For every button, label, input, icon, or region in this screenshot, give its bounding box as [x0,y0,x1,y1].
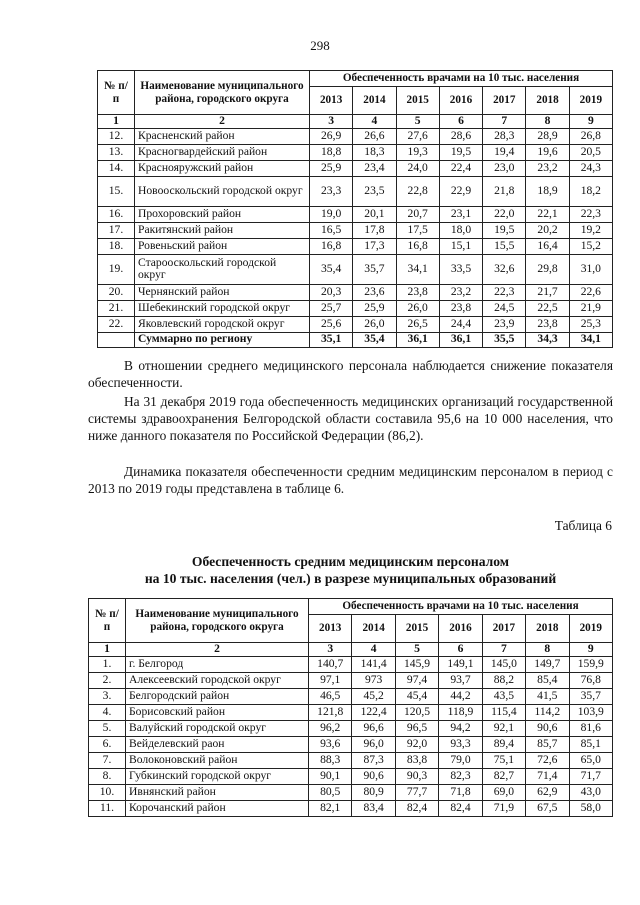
row-value: 28,9 [526,128,569,144]
table-row [89,704,613,720]
row-value: 19,5 [439,144,482,160]
row-name: Шебекинский городской округ [135,300,310,316]
nursing-staff-table [88,598,613,817]
row-value: 23,8 [526,316,569,332]
row-value: 145,0 [482,656,525,672]
row-value: 23,4 [353,160,396,176]
row-value: 35,7 [569,688,612,704]
row-value: 20,5 [569,144,612,160]
row-value: 20,1 [353,206,396,222]
table-title-line-1: Обеспеченность средним медицинским персоналом [191,554,510,569]
physicians-table [97,70,613,348]
col-num-header: № п/п [98,71,135,115]
row-value: 87,3 [352,752,395,768]
row-value: 71,8 [439,784,482,800]
row-value: 29,8 [526,254,569,284]
row-value: 149,1 [439,656,482,672]
row-name: Красненский район [135,128,310,144]
row-value: 23,0 [483,160,526,176]
table-row [89,768,613,784]
row-value: 140,7 [309,656,352,672]
row-value: 71,4 [526,768,569,784]
row-value: 25,7 [310,300,353,316]
year-header-2017: 2017 [482,615,525,643]
row-number: 15. [98,176,135,206]
row-value: 25,6 [310,316,353,332]
row-value: 90,6 [526,720,569,736]
row-value: 16,5 [310,222,353,238]
row-value: 93,7 [439,672,482,688]
row-value: 19,2 [569,222,612,238]
row-value: 122,4 [352,704,395,720]
table-title [88,553,613,587]
row-name: Красногвардейский район [135,144,310,160]
row-value: 35,7 [353,254,396,284]
row-value: 17,3 [353,238,396,254]
row-number: 11. [89,800,126,816]
row-value: 96,2 [309,720,352,736]
total-label: Суммарно по региону [135,332,310,347]
row-value: 82,1 [309,800,352,816]
row-name: Алексеевский городской округ [126,672,309,688]
row-value: 149,7 [526,656,569,672]
table-title-line-2: на 10 тыс. населения (чел.) в разрезе муниципальных образований [144,571,557,586]
table-caption: Таблица 6 [554,518,612,533]
row-value: 118,9 [439,704,482,720]
row-name: Борисовский район [126,704,309,720]
row-value: 93,3 [439,736,482,752]
row-value: 121,8 [309,704,352,720]
row-name: Ивнянский район [126,784,309,800]
row-value: 27,6 [396,128,439,144]
index-cell: 2 [135,115,310,129]
row-value: 24,5 [483,300,526,316]
row-value: 23,8 [396,284,439,300]
row-name: Краснояружский район [135,160,310,176]
table-row [89,752,613,768]
row-value: 24,4 [439,316,482,332]
row-value: 33,5 [439,254,482,284]
index-cell: 6 [439,643,482,657]
total-value: 35,5 [483,332,526,347]
col-name-header: Наименование муниципального района, городского округа [126,599,309,643]
row-value: 23,6 [353,284,396,300]
table-row [98,300,613,316]
table-row [98,254,613,284]
row-value: 20,2 [526,222,569,238]
row-value: 26,5 [396,316,439,332]
index-cell: 7 [482,643,525,657]
row-value: 103,9 [569,704,612,720]
row-name: Прохоровский район [135,206,310,222]
row-value: 18,8 [310,144,353,160]
row-value: 22,8 [396,176,439,206]
row-number: 8. [89,768,126,784]
row-name: Корочанский район [126,800,309,816]
index-cell: 9 [569,115,612,129]
row-number: 19. [98,254,135,284]
row-number: 7. [89,752,126,768]
row-value: 22,9 [439,176,482,206]
row-value: 20,3 [310,284,353,300]
row-value: 28,6 [439,128,482,144]
row-value: 67,5 [526,800,569,816]
row-value: 43,5 [482,688,525,704]
row-value: 96,5 [395,720,438,736]
row-value: 23,5 [353,176,396,206]
table-row [89,720,613,736]
paragraph-3: Динамика показателя обеспеченности средним медицинским персоналом в период с 2013 по 2019 годы представлена в таблице 6. [88,464,613,497]
table-row [89,672,613,688]
row-name: Яковлевский городской округ [135,316,310,332]
row-value: 23,2 [439,284,482,300]
row-value: 145,9 [395,656,438,672]
row-value: 25,3 [569,316,612,332]
row-value: 77,7 [395,784,438,800]
row-name: Ракитянский район [135,222,310,238]
row-value: 159,9 [569,656,612,672]
row-value: 97,1 [309,672,352,688]
row-value: 82,4 [439,800,482,816]
index-cell: 3 [310,115,353,129]
row-value: 26,0 [396,300,439,316]
index-cell: 2 [126,643,309,657]
row-value: 34,1 [396,254,439,284]
col-name-header: Наименование муниципального района, городского округа [135,71,310,115]
table-row [98,284,613,300]
row-value: 44,2 [439,688,482,704]
row-number: 14. [98,160,135,176]
row-value: 19,4 [483,144,526,160]
year-header-2019: 2019 [569,87,612,115]
year-header-2014: 2014 [352,615,395,643]
row-value: 72,6 [526,752,569,768]
row-value: 19,5 [483,222,526,238]
row-value: 82,3 [439,768,482,784]
row-value: 94,2 [439,720,482,736]
row-value: 93,6 [309,736,352,752]
table-row [98,176,613,206]
row-value: 15,5 [483,238,526,254]
row-number: 3. [89,688,126,704]
table-row [89,784,613,800]
row-value: 22,5 [526,300,569,316]
row-number: 17. [98,222,135,238]
total-value: 34,1 [569,332,612,347]
row-value: 25,9 [353,300,396,316]
row-value: 26,6 [353,128,396,144]
row-value: 17,5 [396,222,439,238]
row-number: 2. [89,672,126,688]
total-value: 36,1 [396,332,439,347]
year-header-2015: 2015 [395,615,438,643]
row-value: 26,0 [353,316,396,332]
row-value: 71,9 [482,800,525,816]
index-cell: 8 [526,115,569,129]
row-value: 79,0 [439,752,482,768]
index-cell: 1 [89,643,126,657]
row-value: 81,6 [569,720,612,736]
row-name: Старооскольский городской округ [135,254,310,284]
row-number: 4. [89,704,126,720]
paragraph-1: В отношении среднего медицинского персонала наблюдается снижение показателя обеспеченности. [88,358,613,391]
row-number: 21. [98,300,135,316]
row-number: 12. [98,128,135,144]
row-value: 22,0 [483,206,526,222]
row-value: 115,4 [482,704,525,720]
index-cell: 3 [309,643,352,657]
row-name: Губкинский городской округ [126,768,309,784]
row-value: 114,2 [526,704,569,720]
row-number: 5. [89,720,126,736]
row-value: 85,1 [569,736,612,752]
row-value: 19,6 [526,144,569,160]
row-value: 89,4 [482,736,525,752]
row-value: 23,1 [439,206,482,222]
row-value: 22,1 [526,206,569,222]
row-value: 90,3 [395,768,438,784]
row-value: 18,3 [353,144,396,160]
row-value: 21,7 [526,284,569,300]
index-cell: 4 [352,643,395,657]
row-value: 23,9 [483,316,526,332]
row-name: Валуйский городской округ [126,720,309,736]
year-header-2019: 2019 [569,615,612,643]
index-row [98,115,613,129]
row-value: 22,3 [569,206,612,222]
row-value: 80,9 [352,784,395,800]
row-value: 75,1 [482,752,525,768]
col-num-header: № п/п [89,599,126,643]
row-value: 88,3 [309,752,352,768]
table-row [98,160,613,176]
row-value: 21,8 [483,176,526,206]
row-value: 92,0 [395,736,438,752]
year-header-2017: 2017 [483,87,526,115]
total-value: 36,1 [439,332,482,347]
row-value: 973 [352,672,395,688]
row-value: 24,0 [396,160,439,176]
row-value: 62,9 [526,784,569,800]
row-value: 32,6 [483,254,526,284]
row-value: 17,8 [353,222,396,238]
row-name: Ровеньский район [135,238,310,254]
table-row [98,316,613,332]
row-value: 22,3 [483,284,526,300]
table-row [98,206,613,222]
row-number: 18. [98,238,135,254]
row-name: г. Белгород [126,656,309,672]
index-cell: 4 [353,115,396,129]
row-value: 65,0 [569,752,612,768]
row-value: 83,8 [395,752,438,768]
row-value: 19,0 [310,206,353,222]
row-value: 96,6 [352,720,395,736]
row-value: 69,0 [482,784,525,800]
page-number: 298 [310,38,330,53]
row-value: 76,8 [569,672,612,688]
index-cell: 5 [395,643,438,657]
total-row [98,332,613,347]
index-cell: 5 [396,115,439,129]
row-number: 20. [98,284,135,300]
row-number: 1. [89,656,126,672]
row-number: 16. [98,206,135,222]
row-value: 58,0 [569,800,612,816]
row-name: Новооскольский городской округ [135,176,310,206]
row-value: 18,0 [439,222,482,238]
row-name: Вейделевский раон [126,736,309,752]
row-value: 31,0 [569,254,612,284]
row-value: 15,1 [439,238,482,254]
table-row [98,238,613,254]
index-cell: 8 [526,643,569,657]
table-row [89,800,613,816]
index-cell: 1 [98,115,135,129]
row-value: 43,0 [569,784,612,800]
row-value: 92,1 [482,720,525,736]
index-row [89,643,613,657]
paragraph-2: На 31 декабря 2019 года обеспеченность медицинских организаций государственной системы здравоохранения Белгородской области составила 95,6 на 10 000 населения, что ниже данного показателя по Российской Федерации (86,2). [88,394,613,444]
row-value: 46,5 [309,688,352,704]
row-value: 80,5 [309,784,352,800]
row-value: 16,8 [396,238,439,254]
year-header-2016: 2016 [439,87,482,115]
col-group-header: Обеспеченность врачами на 10 тыс. населения [309,599,613,615]
year-header-2013: 2013 [309,615,352,643]
row-value: 20,7 [396,206,439,222]
row-value: 120,5 [395,704,438,720]
row-value: 97,4 [395,672,438,688]
row-value: 23,3 [310,176,353,206]
row-value: 82,7 [482,768,525,784]
year-header-2018: 2018 [526,615,569,643]
table-row [89,736,613,752]
row-value: 28,3 [483,128,526,144]
year-header-2014: 2014 [353,87,396,115]
row-value: 88,2 [482,672,525,688]
row-value: 45,4 [395,688,438,704]
row-name: Чернянский район [135,284,310,300]
row-value: 16,4 [526,238,569,254]
row-value: 22,4 [439,160,482,176]
table-row [98,222,613,238]
year-header-2016: 2016 [439,615,482,643]
row-name: Белгородский район [126,688,309,704]
total-blank [98,332,135,347]
row-value: 22,6 [569,284,612,300]
table-row [89,688,613,704]
row-value: 26,8 [569,128,612,144]
row-value: 25,9 [310,160,353,176]
index-cell: 9 [569,643,612,657]
row-value: 82,4 [395,800,438,816]
total-value: 34,3 [526,332,569,347]
row-value: 83,4 [352,800,395,816]
row-number: 10. [89,784,126,800]
row-value: 141,4 [352,656,395,672]
row-number: 6. [89,736,126,752]
row-number: 13. [98,144,135,160]
row-value: 23,8 [439,300,482,316]
row-value: 26,9 [310,128,353,144]
table-row [98,128,613,144]
row-value: 90,1 [309,768,352,784]
row-number: 22. [98,316,135,332]
year-header-2013: 2013 [310,87,353,115]
index-cell: 7 [483,115,526,129]
row-value: 23,2 [526,160,569,176]
row-value: 18,2 [569,176,612,206]
row-value: 18,9 [526,176,569,206]
row-value: 41,5 [526,688,569,704]
year-header-2015: 2015 [396,87,439,115]
row-value: 21,9 [569,300,612,316]
row-value: 71,7 [569,768,612,784]
row-value: 24,3 [569,160,612,176]
index-cell: 6 [439,115,482,129]
total-value: 35,4 [353,332,396,347]
row-value: 90,6 [352,768,395,784]
row-value: 85,4 [526,672,569,688]
row-value: 85,7 [526,736,569,752]
row-name: Волоконовский район [126,752,309,768]
row-value: 96,0 [352,736,395,752]
row-value: 15,2 [569,238,612,254]
row-value: 45,2 [352,688,395,704]
table-row [98,144,613,160]
row-value: 16,8 [310,238,353,254]
table-row [89,656,613,672]
row-value: 19,3 [396,144,439,160]
col-group-header: Обеспеченность врачами на 10 тыс. населения [310,71,613,87]
total-value: 35,1 [310,332,353,347]
year-header-2018: 2018 [526,87,569,115]
row-value: 35,4 [310,254,353,284]
